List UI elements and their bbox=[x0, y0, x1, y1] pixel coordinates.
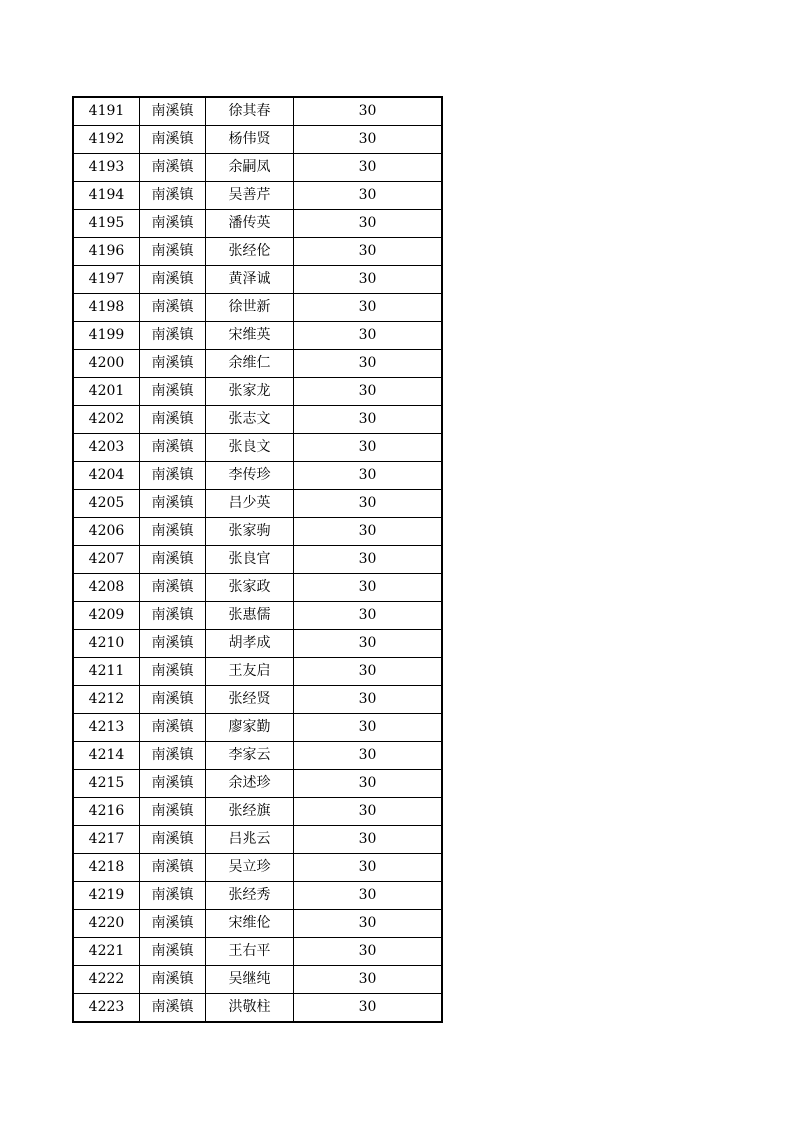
cell-town: 南溪镇 bbox=[140, 770, 206, 798]
cell-amount: 30 bbox=[294, 490, 443, 518]
table-row bbox=[73, 378, 442, 406]
cell-town: 南溪镇 bbox=[140, 854, 206, 882]
cell-person-name: 杨伟贤 bbox=[206, 126, 294, 154]
cell-person-name: 吴善芹 bbox=[206, 182, 294, 210]
cell-person-name: 王右平 bbox=[206, 938, 294, 966]
cell-town: 南溪镇 bbox=[140, 266, 206, 294]
cell-amount: 30 bbox=[294, 434, 443, 462]
cell-serial-number: 4214 bbox=[73, 742, 140, 770]
cell-person-name: 余维仁 bbox=[206, 350, 294, 378]
table-row bbox=[73, 546, 442, 574]
table-row bbox=[73, 938, 442, 966]
cell-amount: 30 bbox=[294, 406, 443, 434]
cell-person-name: 徐其春 bbox=[206, 97, 294, 126]
table-row bbox=[73, 966, 442, 994]
table-row bbox=[73, 882, 442, 910]
cell-serial-number: 4201 bbox=[73, 378, 140, 406]
cell-serial-number: 4194 bbox=[73, 182, 140, 210]
cell-serial-number: 4220 bbox=[73, 910, 140, 938]
cell-person-name: 黄泽诚 bbox=[206, 266, 294, 294]
cell-person-name: 吕少英 bbox=[206, 490, 294, 518]
cell-serial-number: 4195 bbox=[73, 210, 140, 238]
table-row bbox=[73, 826, 442, 854]
table-row bbox=[73, 602, 442, 630]
cell-amount: 30 bbox=[294, 770, 443, 798]
cell-amount: 30 bbox=[294, 210, 443, 238]
cell-amount: 30 bbox=[294, 714, 443, 742]
cell-town: 南溪镇 bbox=[140, 826, 206, 854]
cell-person-name: 宋维英 bbox=[206, 322, 294, 350]
cell-town: 南溪镇 bbox=[140, 210, 206, 238]
cell-person-name: 张经伦 bbox=[206, 238, 294, 266]
cell-town: 南溪镇 bbox=[140, 574, 206, 602]
cell-town: 南溪镇 bbox=[140, 882, 206, 910]
cell-serial-number: 4217 bbox=[73, 826, 140, 854]
table-row bbox=[73, 854, 442, 882]
cell-person-name: 吴立珍 bbox=[206, 854, 294, 882]
cell-amount: 30 bbox=[294, 798, 443, 826]
table-row bbox=[73, 266, 442, 294]
table-body bbox=[73, 97, 442, 1022]
cell-town: 南溪镇 bbox=[140, 602, 206, 630]
cell-amount: 30 bbox=[294, 574, 443, 602]
cell-amount: 30 bbox=[294, 350, 443, 378]
cell-person-name: 张惠儒 bbox=[206, 602, 294, 630]
cell-amount: 30 bbox=[294, 97, 443, 126]
cell-amount: 30 bbox=[294, 322, 443, 350]
cell-town: 南溪镇 bbox=[140, 518, 206, 546]
cell-serial-number: 4200 bbox=[73, 350, 140, 378]
cell-serial-number: 4219 bbox=[73, 882, 140, 910]
cell-town: 南溪镇 bbox=[140, 294, 206, 322]
cell-serial-number: 4218 bbox=[73, 854, 140, 882]
cell-amount: 30 bbox=[294, 882, 443, 910]
cell-amount: 30 bbox=[294, 182, 443, 210]
cell-person-name: 张经旗 bbox=[206, 798, 294, 826]
cell-town: 南溪镇 bbox=[140, 938, 206, 966]
cell-town: 南溪镇 bbox=[140, 154, 206, 182]
data-table bbox=[72, 96, 443, 1023]
cell-amount: 30 bbox=[294, 602, 443, 630]
table-row bbox=[73, 126, 442, 154]
cell-amount: 30 bbox=[294, 742, 443, 770]
cell-amount: 30 bbox=[294, 686, 443, 714]
table-row bbox=[73, 97, 442, 126]
cell-person-name: 张经贤 bbox=[206, 686, 294, 714]
cell-serial-number: 4210 bbox=[73, 630, 140, 658]
cell-town: 南溪镇 bbox=[140, 350, 206, 378]
cell-serial-number: 4221 bbox=[73, 938, 140, 966]
cell-person-name: 张家政 bbox=[206, 574, 294, 602]
table-row bbox=[73, 686, 442, 714]
table-row bbox=[73, 210, 442, 238]
cell-town: 南溪镇 bbox=[140, 798, 206, 826]
cell-amount: 30 bbox=[294, 826, 443, 854]
cell-serial-number: 4206 bbox=[73, 518, 140, 546]
table-row bbox=[73, 798, 442, 826]
cell-serial-number: 4199 bbox=[73, 322, 140, 350]
cell-amount: 30 bbox=[294, 154, 443, 182]
cell-serial-number: 4205 bbox=[73, 490, 140, 518]
table-row bbox=[73, 322, 442, 350]
cell-amount: 30 bbox=[294, 378, 443, 406]
cell-person-name: 张家驹 bbox=[206, 518, 294, 546]
cell-serial-number: 4211 bbox=[73, 658, 140, 686]
cell-town: 南溪镇 bbox=[140, 378, 206, 406]
cell-amount: 30 bbox=[294, 910, 443, 938]
table-row bbox=[73, 994, 442, 1023]
table-row bbox=[73, 462, 442, 490]
cell-person-name: 廖家勤 bbox=[206, 714, 294, 742]
cell-person-name: 李传珍 bbox=[206, 462, 294, 490]
cell-serial-number: 4208 bbox=[73, 574, 140, 602]
cell-serial-number: 4202 bbox=[73, 406, 140, 434]
cell-town: 南溪镇 bbox=[140, 322, 206, 350]
cell-person-name: 张志文 bbox=[206, 406, 294, 434]
cell-town: 南溪镇 bbox=[140, 686, 206, 714]
cell-person-name: 张经秀 bbox=[206, 882, 294, 910]
cell-town: 南溪镇 bbox=[140, 658, 206, 686]
cell-serial-number: 4216 bbox=[73, 798, 140, 826]
cell-person-name: 张良文 bbox=[206, 434, 294, 462]
cell-serial-number: 4215 bbox=[73, 770, 140, 798]
cell-amount: 30 bbox=[294, 938, 443, 966]
cell-serial-number: 4204 bbox=[73, 462, 140, 490]
cell-serial-number: 4213 bbox=[73, 714, 140, 742]
cell-serial-number: 4193 bbox=[73, 154, 140, 182]
cell-amount: 30 bbox=[294, 658, 443, 686]
table-row bbox=[73, 574, 442, 602]
cell-person-name: 张良官 bbox=[206, 546, 294, 574]
cell-amount: 30 bbox=[294, 126, 443, 154]
table-row bbox=[73, 714, 442, 742]
cell-person-name: 洪敬柱 bbox=[206, 994, 294, 1023]
cell-serial-number: 4212 bbox=[73, 686, 140, 714]
cell-serial-number: 4191 bbox=[73, 97, 140, 126]
cell-amount: 30 bbox=[294, 266, 443, 294]
cell-town: 南溪镇 bbox=[140, 462, 206, 490]
cell-serial-number: 4223 bbox=[73, 994, 140, 1023]
cell-serial-number: 4197 bbox=[73, 266, 140, 294]
table-row bbox=[73, 518, 442, 546]
table-row bbox=[73, 350, 442, 378]
cell-town: 南溪镇 bbox=[140, 126, 206, 154]
cell-person-name: 胡孝成 bbox=[206, 630, 294, 658]
cell-amount: 30 bbox=[294, 546, 443, 574]
cell-amount: 30 bbox=[294, 518, 443, 546]
cell-town: 南溪镇 bbox=[140, 630, 206, 658]
cell-person-name: 张家龙 bbox=[206, 378, 294, 406]
cell-serial-number: 4207 bbox=[73, 546, 140, 574]
cell-person-name: 潘传英 bbox=[206, 210, 294, 238]
table-row bbox=[73, 490, 442, 518]
table-row bbox=[73, 238, 442, 266]
table-row bbox=[73, 910, 442, 938]
cell-town: 南溪镇 bbox=[140, 910, 206, 938]
cell-town: 南溪镇 bbox=[140, 546, 206, 574]
cell-town: 南溪镇 bbox=[140, 742, 206, 770]
cell-town: 南溪镇 bbox=[140, 966, 206, 994]
cell-town: 南溪镇 bbox=[140, 490, 206, 518]
table-row bbox=[73, 742, 442, 770]
cell-person-name: 宋维伦 bbox=[206, 910, 294, 938]
cell-town: 南溪镇 bbox=[140, 406, 206, 434]
table-row bbox=[73, 434, 442, 462]
table-row bbox=[73, 406, 442, 434]
cell-amount: 30 bbox=[294, 238, 443, 266]
table-row bbox=[73, 294, 442, 322]
cell-amount: 30 bbox=[294, 966, 443, 994]
cell-amount: 30 bbox=[294, 294, 443, 322]
cell-serial-number: 4203 bbox=[73, 434, 140, 462]
cell-amount: 30 bbox=[294, 462, 443, 490]
cell-person-name: 余嗣凤 bbox=[206, 154, 294, 182]
cell-person-name: 李家云 bbox=[206, 742, 294, 770]
table-row bbox=[73, 154, 442, 182]
cell-serial-number: 4196 bbox=[73, 238, 140, 266]
cell-amount: 30 bbox=[294, 630, 443, 658]
cell-person-name: 余述珍 bbox=[206, 770, 294, 798]
cell-serial-number: 4222 bbox=[73, 966, 140, 994]
cell-amount: 30 bbox=[294, 854, 443, 882]
table-row bbox=[73, 658, 442, 686]
cell-person-name: 王友启 bbox=[206, 658, 294, 686]
cell-town: 南溪镇 bbox=[140, 434, 206, 462]
cell-serial-number: 4209 bbox=[73, 602, 140, 630]
cell-person-name: 吕兆云 bbox=[206, 826, 294, 854]
cell-town: 南溪镇 bbox=[140, 97, 206, 126]
cell-serial-number: 4192 bbox=[73, 126, 140, 154]
table-row bbox=[73, 770, 442, 798]
table-row bbox=[73, 182, 442, 210]
cell-town: 南溪镇 bbox=[140, 182, 206, 210]
cell-town: 南溪镇 bbox=[140, 714, 206, 742]
cell-town: 南溪镇 bbox=[140, 238, 206, 266]
cell-serial-number: 4198 bbox=[73, 294, 140, 322]
cell-amount: 30 bbox=[294, 994, 443, 1023]
cell-town: 南溪镇 bbox=[140, 994, 206, 1023]
table-row bbox=[73, 630, 442, 658]
cell-person-name: 徐世新 bbox=[206, 294, 294, 322]
cell-person-name: 吴继纯 bbox=[206, 966, 294, 994]
